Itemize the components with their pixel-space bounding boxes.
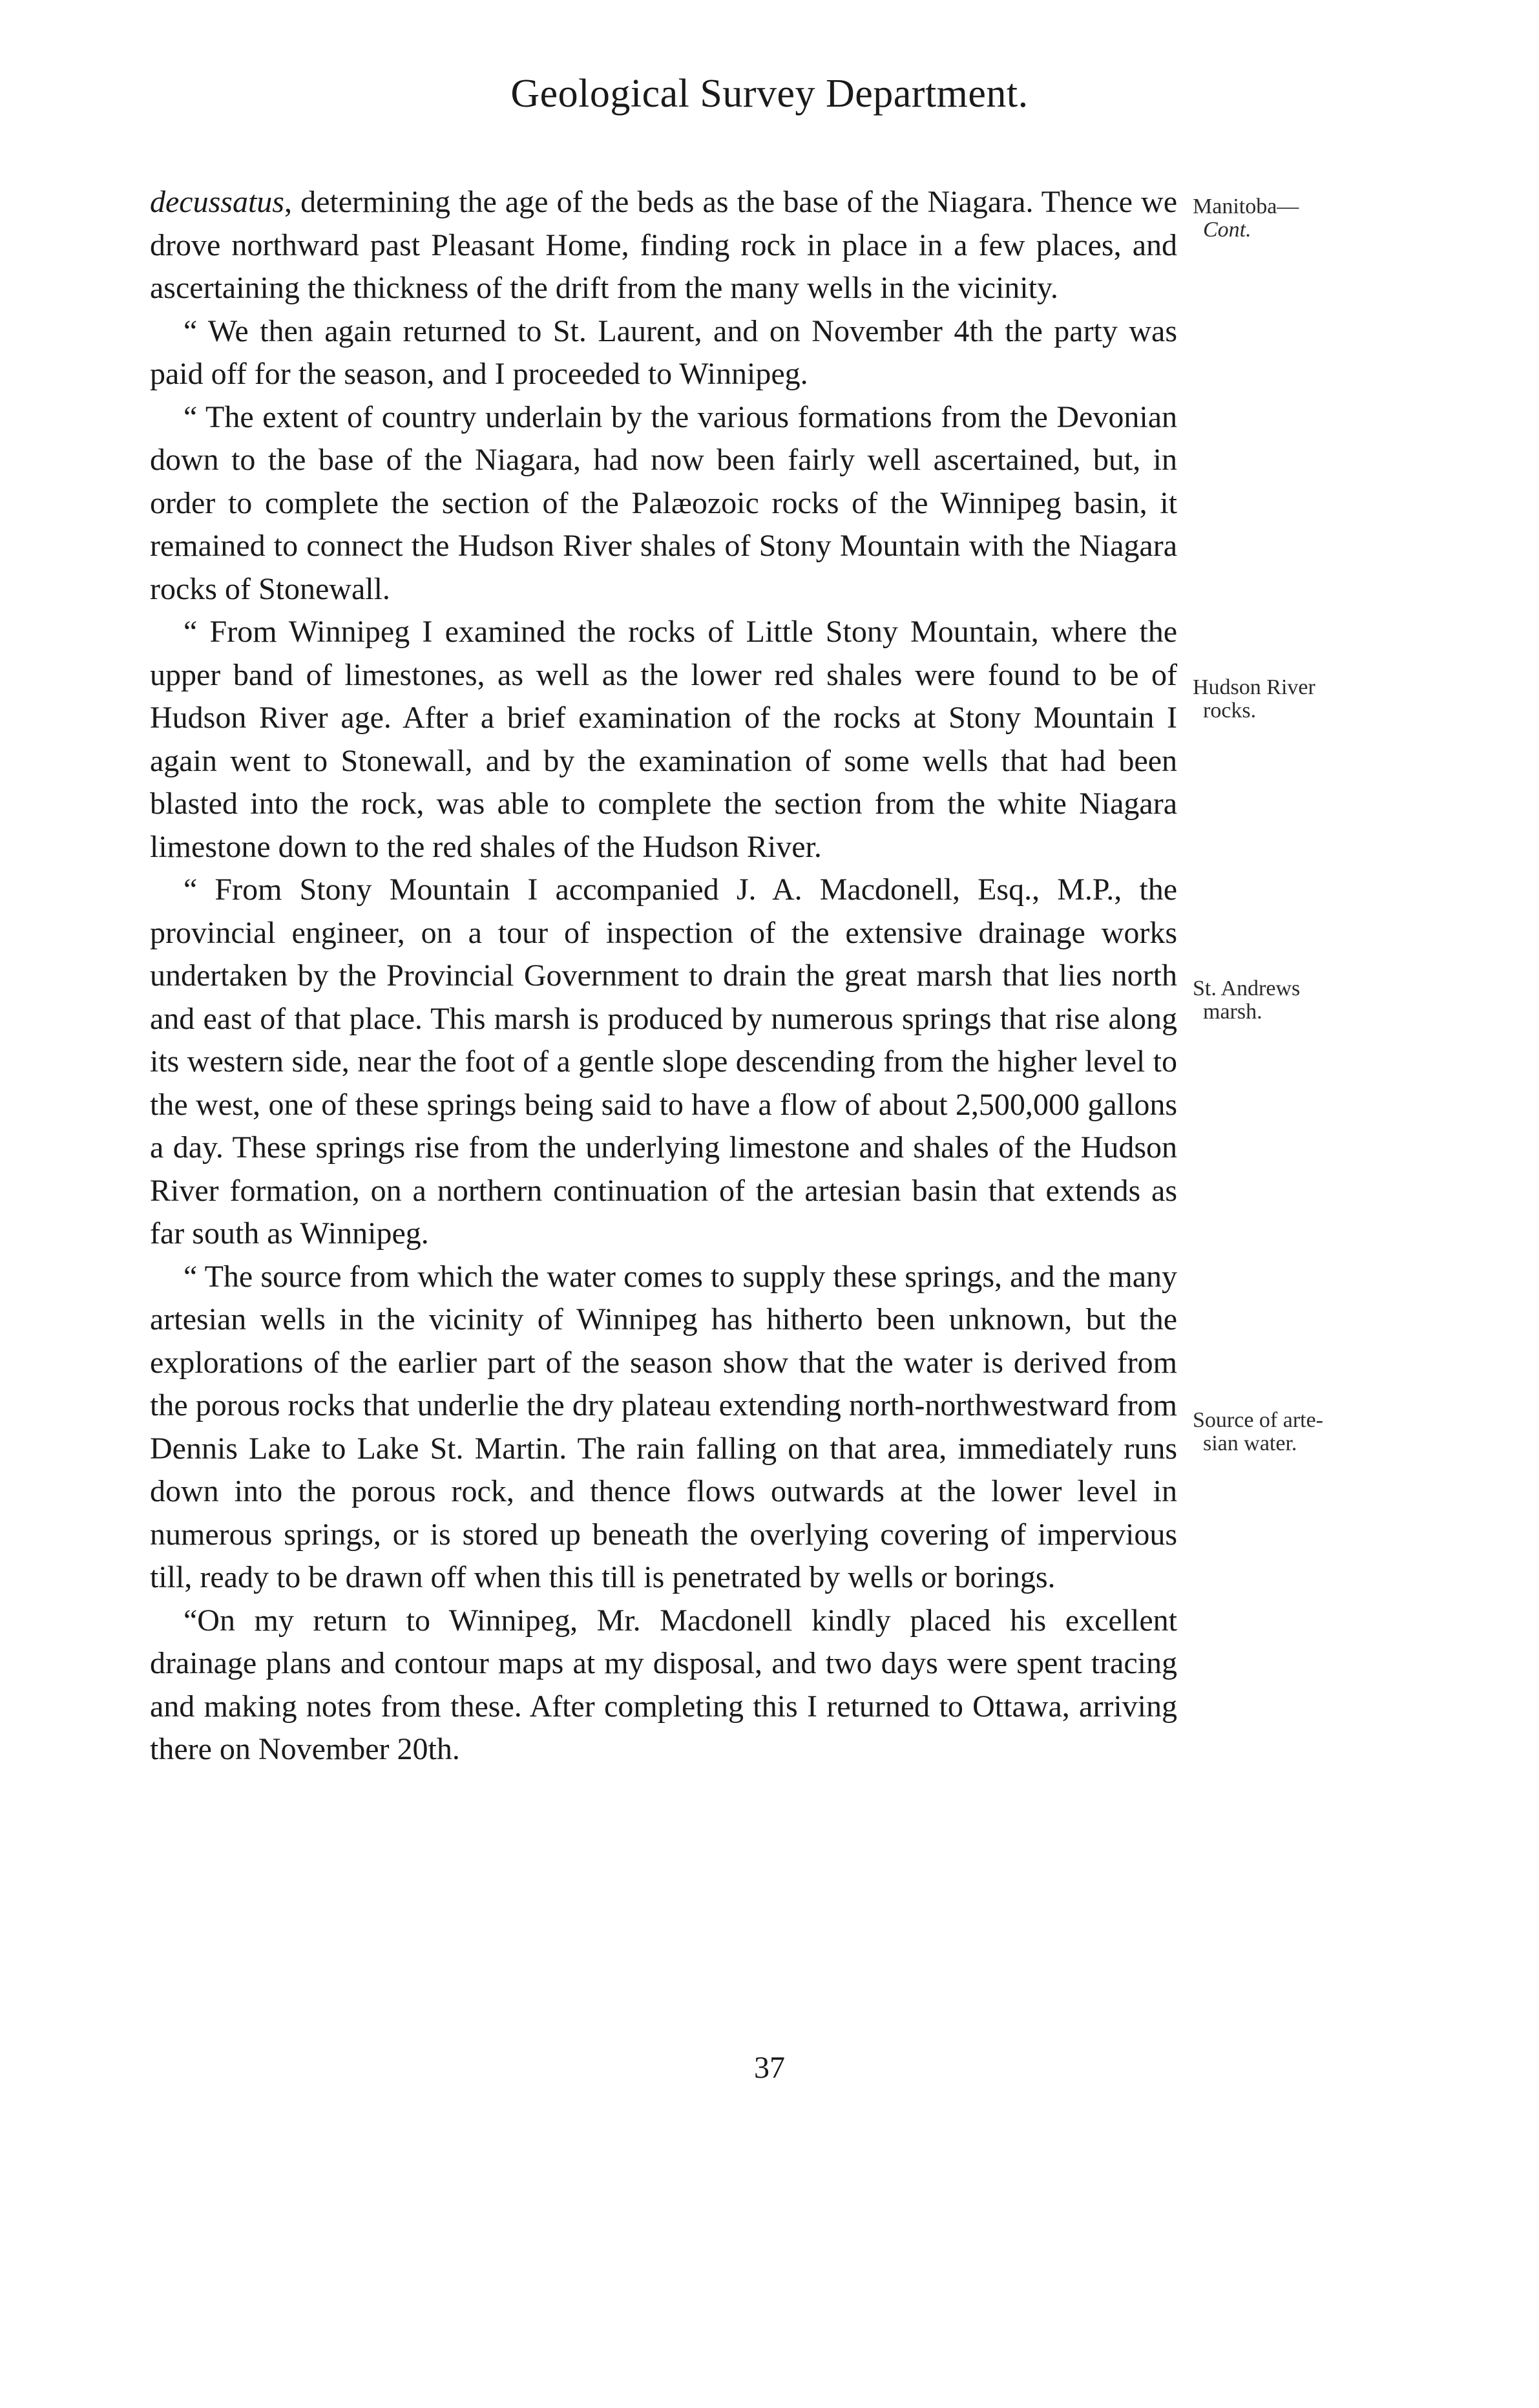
paragraph-1 <box>150 181 1177 310</box>
margin-note-line: St. Andrews <box>1193 977 1301 1000</box>
paragraph-1-text: , determining the age of the beds as the base of the Niagara. Thence we drove northward past Pleasant Home, finding rock in place in a few places, and ascertaining the thickness of the drift from the many wells in the vicinity. <box>150 185 1177 305</box>
margin-note-line: Manitoba— <box>1193 195 1299 218</box>
body-text <box>150 181 1177 1771</box>
margin-note-line: Cont. <box>1203 218 1251 242</box>
paragraph-2: “ We then again returned to St. Laurent, and on November 4th the party was paid off for the season, and I proceeded to Winnipeg. <box>150 313 1177 391</box>
paragraph-6: “ The source from which the water comes to supply these springs, and the many artesian wells in the vicinity of Winnipeg has hitherto been unknown, but the explorations of the earlier part of the season show that the water is derived from the porous rocks that underlie the dry plateau extending north-northwestward from Dennis Lake to Lake St. Martin. The rain falling on that area, immediately runs down into the porous rock, and thence flows outwards at the lower level in numerous springs, or is stored up beneath the overlying covering of impervious till, ready to be drawn off when this till is penetrated by wells or borings. <box>150 1259 1177 1594</box>
margin-note-st-andrews <box>1193 977 1387 1024</box>
running-header: Geological Survey Department. <box>510 72 1029 116</box>
paragraph-5: “ From Stony Mountain I accompanied J. A. Macdonell, Esq., M.P., the provincial engineer, on a tour of inspection of the extensive drainage works undertaken by the Provincial Government to drain the great marsh that lies north and east of that place. This marsh is produced by numerous springs that rise along its western side, near the foot of a gentle slope descending from the higher level to the west, one of these springs being said to have a flow of about 2,500,000 gallons a day. These springs rise from the underlying limestone and shales of the Hudson River formation, on a northern continuation of the artesian basin that extends as far south as Winnipeg. <box>150 872 1177 1251</box>
paragraph-4: “ From Winnipeg I examined the rocks of Little Stony Mountain, where the upper band of limestones, as well as the lower red shales were found to be of Hudson River age. After a brief examination of the rocks at Stony Mountain I again went to Stonewall, and by the examination of some wells that had been blasted into the rock, was able to complete the section from the white Niagara limestone down to the red shales of the Hudson River. <box>150 615 1177 864</box>
margin-note-line: Hudson River <box>1193 675 1315 699</box>
margin-note-line: sian water. <box>1203 1431 1297 1455</box>
paragraph-7: “On my return to Winnipeg, Mr. Macdonell kindly placed his excellent drainage plans and contour maps at my disposal, and two days were spent tracing and making notes from these. After completing this I returned to Ottawa, arriving there on November 20th. <box>150 1603 1177 1766</box>
paragraph-3: “ The extent of country underlain by the various formations from the Devonian down to the base of the Niagara, had now been fairly well ascertained, but, in order to complete the section of the Palæozoic rocks of the Winnipeg basin, it remained to connect the Hudson River shales of Stony Mountain with the Niagara rocks of Stonewall. <box>150 399 1177 606</box>
italic-term: decussatus <box>150 185 284 219</box>
margin-note-source-artesian <box>1193 1409 1387 1455</box>
margin-note-line: Source of arte- <box>1193 1408 1324 1432</box>
margin-note-manitoba <box>1193 195 1387 242</box>
page-number: 37 <box>754 2051 785 2085</box>
margin-note-line: rocks. <box>1203 699 1257 723</box>
margin-note-hudson-river <box>1193 676 1387 723</box>
margin-note-line: marsh. <box>1203 1000 1262 1024</box>
